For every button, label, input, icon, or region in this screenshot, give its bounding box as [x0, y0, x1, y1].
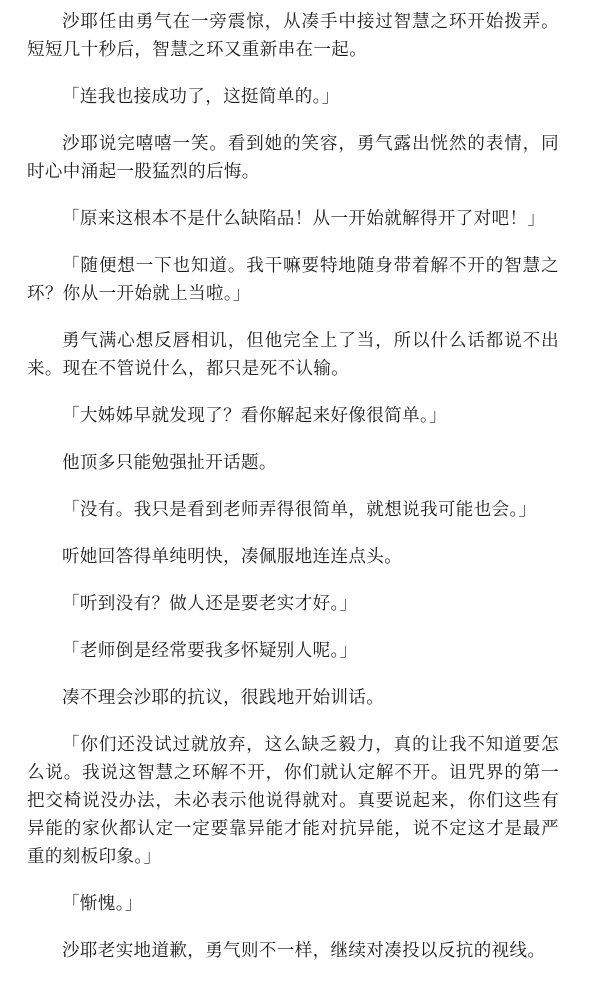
- paragraph: 「原来这根本不是什么缺陷品！从一开始就解得开了对吧！」: [62, 209, 546, 229]
- document-page: [27, 8, 559, 984]
- paragraph: 「大姊姊早就发现了？看你解起来好像很简单。」: [62, 406, 448, 426]
- paragraph: 听她回答得单纯明快，凑佩服地连连点头。: [62, 547, 403, 567]
- paragraph: 「随便想一下也知道。我干嘛要特地随身带着解不开的智慧之环？你从一开始就上当啦。」: [27, 256, 559, 304]
- paragraph: 沙耶说完嘻嘻一笑。看到她的笑容，勇气露出恍然的表情，同时心中涌起一股猛烈的后悔。: [27, 134, 559, 182]
- paragraph: 「惭愧。」: [62, 894, 143, 914]
- paragraph: 沙耶老实地道歉，勇气则不一样，继续对凑投以反抗的视线。: [62, 941, 546, 961]
- paragraph: 他顶多只能勉强扯开话题。: [62, 453, 277, 473]
- paragraph: 「听到没有？做人还是要老实才好。」: [62, 594, 358, 614]
- paragraph: 勇气满心想反唇相讥，但他完全上了当，所以什么话都说不出来。现在不管说什么，都只是死不认输。: [27, 331, 559, 379]
- paragraph: 「老师倒是经常要我多怀疑别人呢。」: [62, 641, 358, 661]
- paragraph: 沙耶任由勇气在一旁震惊，从凑手中接过智慧之环开始拨弄。短短几十秒后，智慧之环又重新串在一起。: [27, 12, 559, 60]
- paragraph: 凑不理会沙耶的抗议，很践地开始训话。: [62, 688, 385, 708]
- paragraph: 「你们还没试过就放弃，这么缺乏毅力，真的让我不知道要怎么说。我说这智慧之环解不开，你们就认定解不开。诅咒界的第一把交椅说没办法，未必表示他说得就对。真要说起来，你们这些有异能的家伙都认定一定要靠异能才能对抗异能，说不定这才是最严重的刻板印象。」: [27, 735, 559, 867]
- paragraph: 「连我也接成功了，这挺简单的。」: [62, 87, 340, 107]
- paragraph: 「没有。我只是看到老师弄得很简单，就想说我可能也会。」: [62, 500, 537, 520]
